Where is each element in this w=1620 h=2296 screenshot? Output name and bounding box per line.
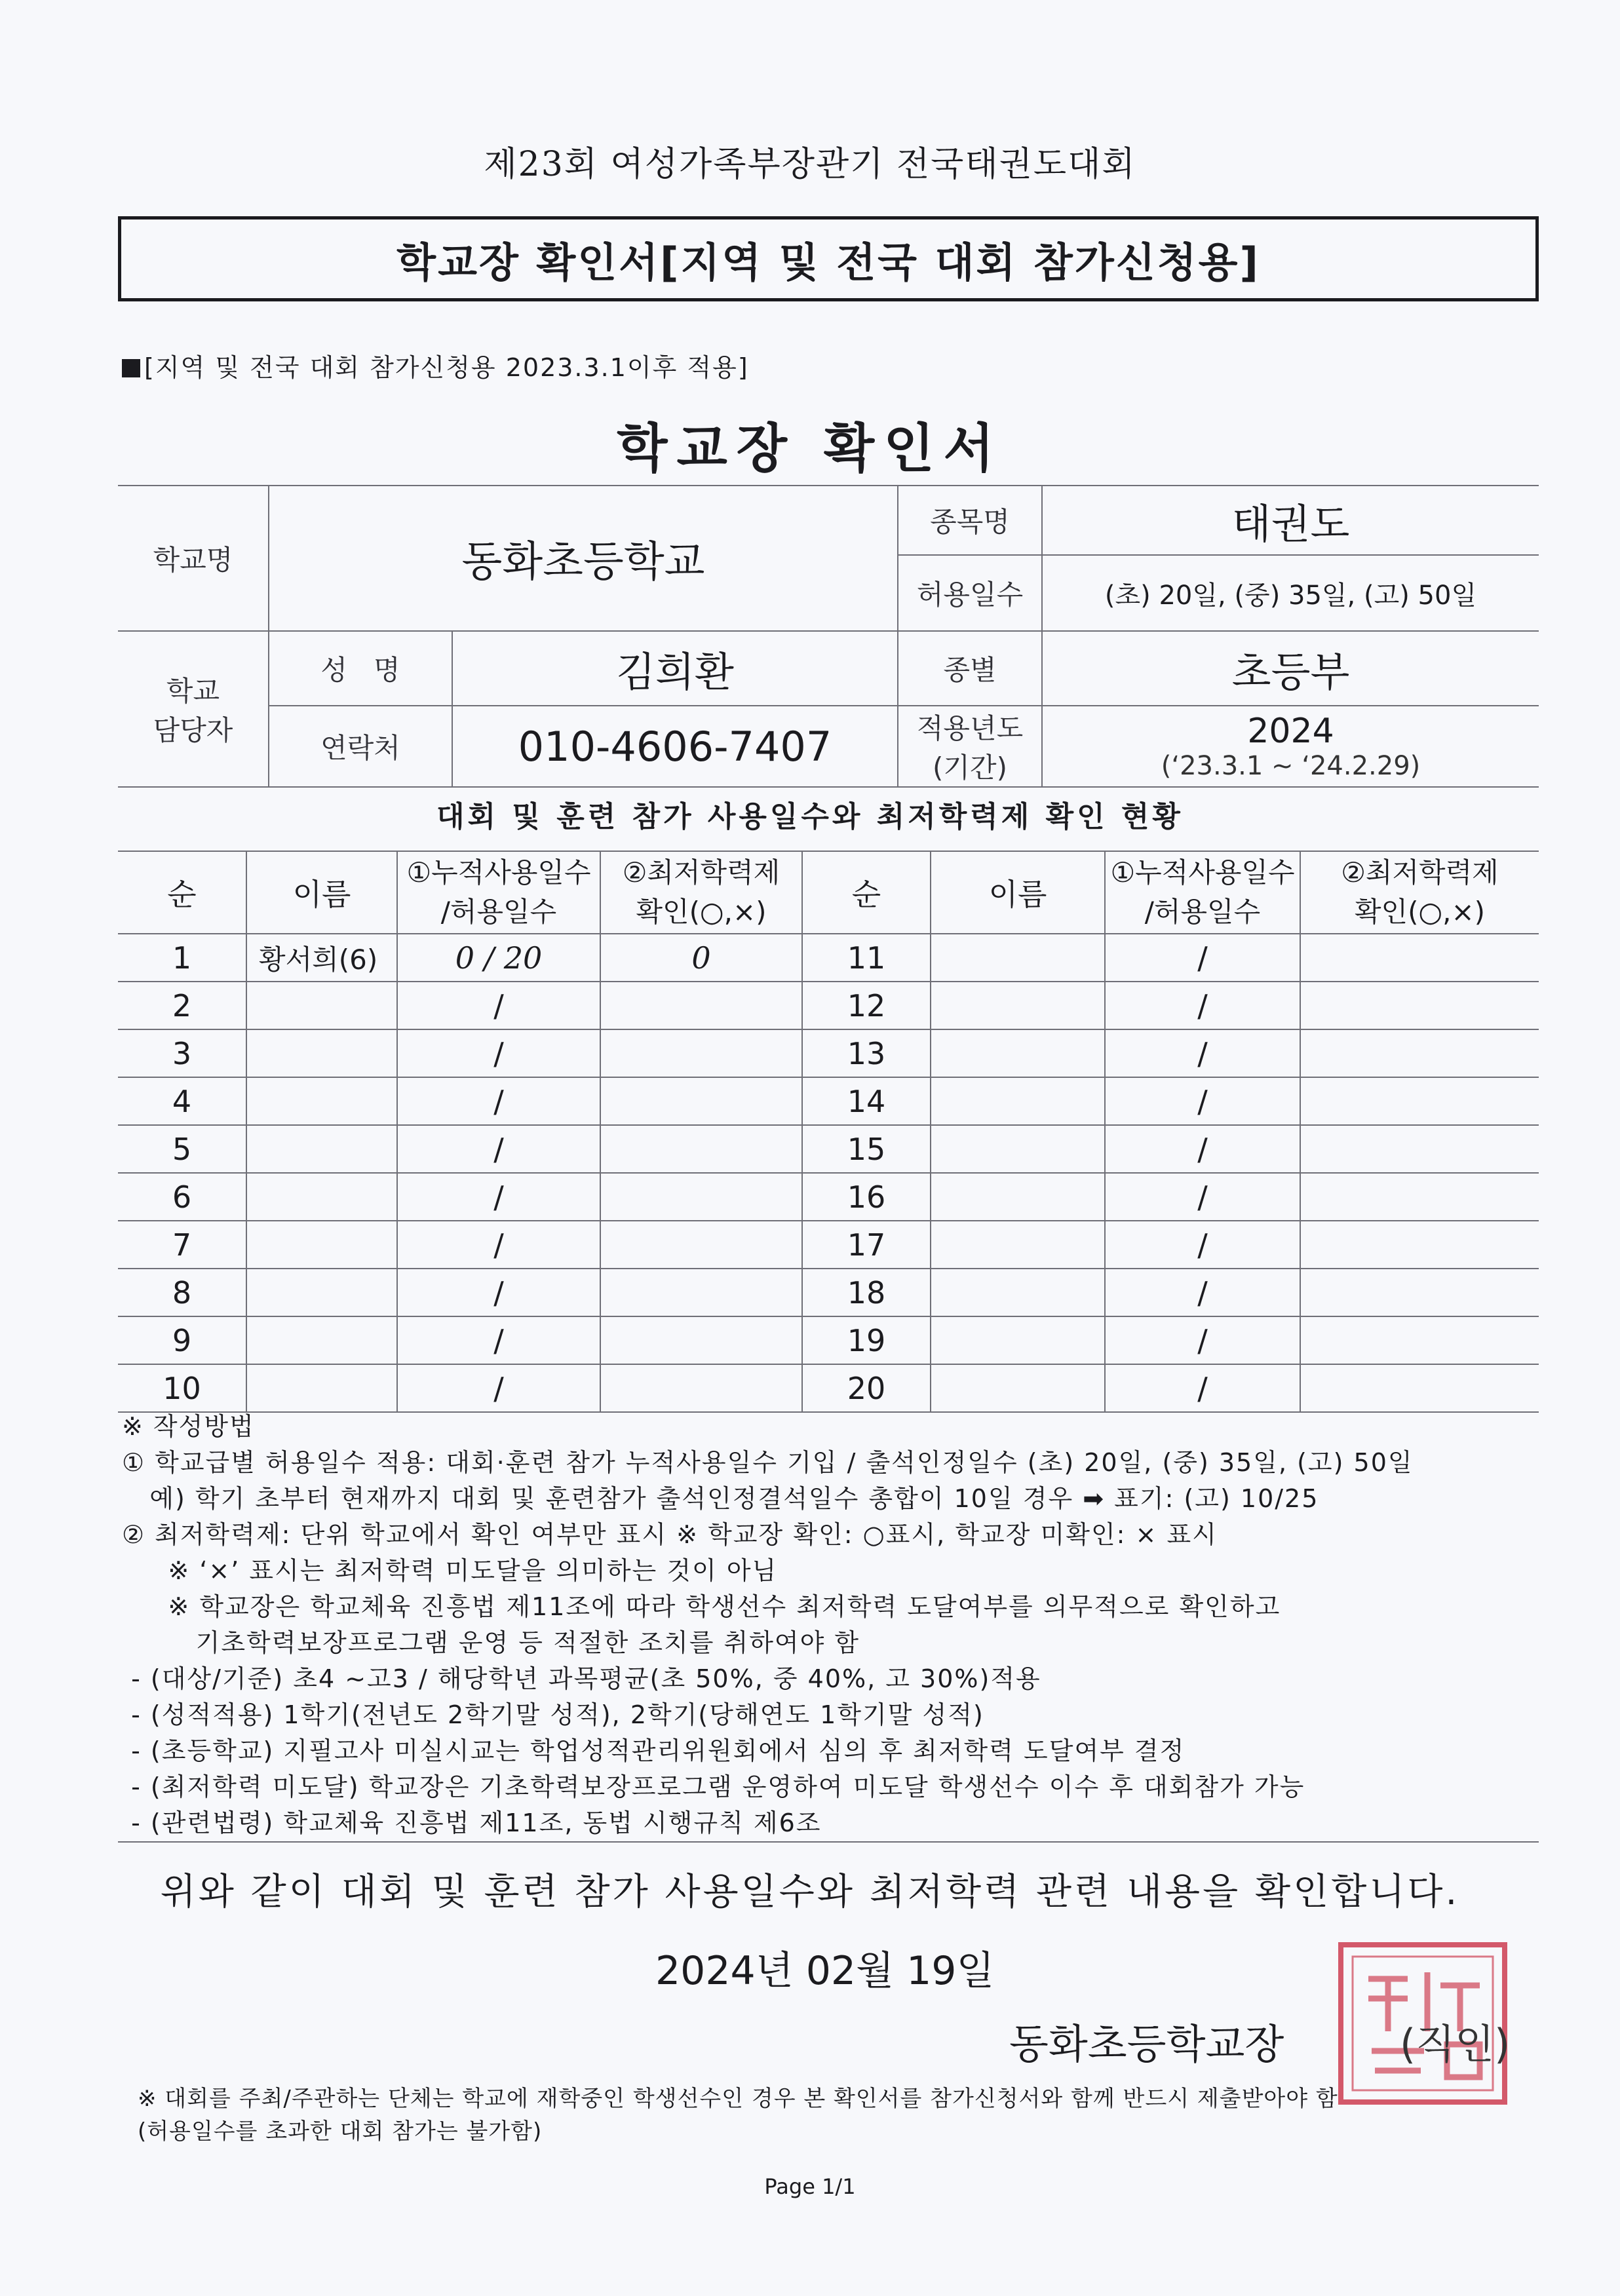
row-name: [246, 982, 397, 1029]
row-mark: [1300, 934, 1539, 982]
allowed-days-value: (초) 20일, (중) 35일, (고) 50일: [1042, 555, 1539, 631]
person-name-value: 김희환: [452, 631, 898, 706]
row-name: [246, 1221, 397, 1269]
school-info-table: [118, 485, 1539, 788]
row-name: [246, 1364, 397, 1412]
contact-label: [118, 631, 269, 787]
table-row: [118, 1173, 1539, 1221]
row-mark: [1300, 1269, 1539, 1316]
table-row: [118, 1269, 1539, 1316]
row-days: /: [397, 1221, 600, 1269]
year-label-line1: 적용년도: [916, 712, 1024, 744]
row-no: 15: [802, 1125, 931, 1173]
row-name: [931, 1316, 1105, 1364]
row-no: 17: [802, 1221, 931, 1269]
row-mark: [1300, 1364, 1539, 1412]
table-row: [118, 1125, 1539, 1173]
phone-value: 010-4606-7407: [452, 706, 898, 787]
seal-label: (직인): [1400, 2020, 1511, 2068]
year-value: 2024: [1247, 712, 1334, 751]
row-no: 13: [802, 1029, 931, 1077]
row-name: [246, 1029, 397, 1077]
row-days: /: [397, 1173, 600, 1221]
row-mark: [1300, 1173, 1539, 1221]
row-days: /: [1105, 1077, 1300, 1125]
division-label: 종별: [898, 631, 1042, 706]
note-line: - (성적적용) 1학기(전년도 2학기말 성적), 2학기(당해연도 1학기말 성적): [122, 1700, 984, 1729]
form-title: 학교장 확인서: [617, 418, 1003, 479]
row-no: 6: [118, 1173, 246, 1221]
sport-value: 태권도: [1042, 486, 1539, 555]
year-value-cell: [1042, 706, 1539, 787]
year-label-line2: (기간): [933, 752, 1007, 784]
note-line: ※ 학교장은 학교체육 진흥법 제11조에 따라 학생선수 최저학력 도달여부를 의무적으로 확인하고: [122, 1592, 1281, 1621]
event-title: 제23회 여성가족부장관기 전국태권도대회: [484, 145, 1136, 184]
row-mark: [600, 1077, 802, 1125]
note-line: ① 학교급별 허용일수 적용: 대회·훈련 참가 누적사용일수 기입 / 출석인정일수 (초) 20일, (중) 35일, (고) 50일: [122, 1448, 1414, 1477]
table-row: [118, 1364, 1539, 1412]
col-min-right-l2: 확인(○,×): [1354, 896, 1486, 928]
row-name: [246, 1077, 397, 1125]
row-name: 황서희(6): [246, 934, 397, 982]
school-name-label: 학교명: [118, 486, 269, 631]
row-days: /: [1105, 1316, 1300, 1364]
note-line: - (대상/기준) 초4 ~고3 / 해당학년 과목평균(초 50%, 중 40%, 고 30%)적용: [122, 1664, 1041, 1693]
row-days: /: [1105, 1364, 1300, 1412]
year-label: [898, 706, 1042, 787]
col-days-right-l1: ①누적사용일수: [1110, 856, 1295, 889]
row-name: [931, 1221, 1105, 1269]
person-name-label: 성 명: [269, 631, 452, 706]
row-no: 8: [118, 1269, 246, 1316]
row-no: 10: [118, 1364, 246, 1412]
row-mark: [600, 1221, 802, 1269]
table-header-row: [118, 851, 1539, 934]
row-no: 11: [802, 934, 931, 982]
row-name: [931, 982, 1105, 1029]
row-mark: [600, 1125, 802, 1173]
row-days: /: [1105, 982, 1300, 1029]
table-row: [118, 1221, 1539, 1269]
row-no: 4: [118, 1077, 246, 1125]
col-min-left-l2: 확인(○,×): [636, 896, 767, 928]
table-row: [118, 934, 1539, 982]
division-value: 초등부: [1042, 631, 1539, 706]
row-name: [246, 1173, 397, 1221]
col-no-right: 순: [802, 851, 931, 934]
row-days: /: [397, 1029, 600, 1077]
row-name: [246, 1269, 397, 1316]
period-value: (‘23.3.1 ~ ‘24.2.29): [1161, 751, 1421, 781]
row-name: [246, 1125, 397, 1173]
row-no: 3: [118, 1029, 246, 1077]
row-mark: [1300, 1125, 1539, 1173]
row-mark: [600, 982, 802, 1029]
issue-date: 2024년 02월 19일: [655, 1948, 995, 1994]
principal-name: 동화초등학교장: [1009, 2020, 1284, 2068]
row-days: /: [397, 1316, 600, 1364]
usage-note: [122, 347, 749, 383]
square-bullet-icon: [122, 359, 140, 377]
table-row: [118, 1077, 1539, 1125]
row-days: /: [1105, 1029, 1300, 1077]
usage-record-table: [118, 851, 1539, 1413]
writing-instructions: [122, 1409, 1531, 1841]
row-name: [931, 1269, 1105, 1316]
row-mark: [600, 1364, 802, 1412]
row-days: /: [1105, 1173, 1300, 1221]
row-name: [931, 1173, 1105, 1221]
row-days: /: [1105, 1125, 1300, 1173]
allowed-days-label: 허용일수: [898, 555, 1042, 631]
row-days: /: [397, 1269, 600, 1316]
note-line: 기초학력보장프로그램 운영 등 적절한 조치를 취하여야 함: [122, 1628, 860, 1657]
row-no: 1: [118, 934, 246, 982]
row-days: /: [1105, 934, 1300, 982]
col-days-left-l2: /허용일수: [440, 896, 557, 928]
row-days: /: [397, 1364, 600, 1412]
confirmation-statement: 위와 같이 대회 및 훈련 참가 사용일수와 최저학력 관련 내용을 확인합니다.: [160, 1871, 1460, 1913]
row-mark: [1300, 1077, 1539, 1125]
col-days-left: [397, 851, 600, 934]
row-mark: [1300, 1221, 1539, 1269]
note-line: - (최저학력 미도달) 학교장은 기초학력보장프로그램 운영하여 미도달 학생선수 이수 후 대회참가 가능: [122, 1772, 1305, 1801]
col-days-left-l1: ①누적사용일수: [406, 856, 591, 889]
row-no: 5: [118, 1125, 246, 1173]
usage-note-text: [지역 및 전국 대회 참가신청용 2023.3.1이후 적용]: [144, 353, 749, 382]
row-name: [931, 1125, 1105, 1173]
contact-label-line1: 학교: [166, 675, 220, 707]
row-mark: 0: [600, 934, 802, 982]
col-min-left: [600, 851, 802, 934]
row-mark: [600, 1316, 802, 1364]
row-name: [931, 934, 1105, 982]
footer-line-2: (허용일수를 초과한 대회 참가는 불가함): [138, 2118, 543, 2145]
row-mark: [1300, 1029, 1539, 1077]
note-line: 예) 학기 초부터 현재까지 대회 및 훈련참가 출석인정결석일수 총합이 10일 경우 ➡ 표기: (고) 10/25: [122, 1484, 1319, 1513]
col-min-left-l1: ②최저학력제: [622, 856, 781, 889]
col-name-right: 이름: [931, 851, 1105, 934]
col-no-left: 순: [118, 851, 246, 934]
form-box-title: 학교장 확인서[지역 및 전국 대회 참가신청용]: [118, 216, 1539, 301]
school-name-value: 동화초등학교: [269, 486, 898, 631]
row-name: [931, 1364, 1105, 1412]
page-number: Page 1/1: [764, 2174, 856, 2199]
row-mark: [600, 1029, 802, 1077]
row-days: /: [1105, 1221, 1300, 1269]
note-line: ② 최저학력제: 단위 학교에서 확인 여부만 표시 ※ 학교장 확인: ○표시, 학교장 미확인: × 표시: [122, 1520, 1218, 1549]
row-mark: [600, 1173, 802, 1221]
col-days-right-l2: /허용일수: [1144, 896, 1261, 928]
note-line: - (관련법령) 학교체육 진흥법 제11조, 동법 시행규칙 제6조: [122, 1808, 822, 1837]
col-min-right: [1300, 851, 1539, 934]
footer-note: [138, 2082, 1338, 2148]
row-no: 20: [802, 1364, 931, 1412]
row-no: 9: [118, 1316, 246, 1364]
sport-label: 종목명: [898, 486, 1042, 555]
table-row: [118, 982, 1539, 1029]
row-no: 12: [802, 982, 931, 1029]
phone-label: 연락처: [269, 706, 452, 787]
row-name: [246, 1316, 397, 1364]
contact-label-line2: 담당자: [153, 714, 233, 746]
footer-line-1: ※ 대회를 주최/주관하는 단체는 학교에 재학중인 학생선수인 경우 본 확인서를 참가신청서와 함께 반드시 제출받아야 함: [138, 2086, 1338, 2112]
row-days: /: [1105, 1269, 1300, 1316]
section-title: 대회 및 훈련 참가 사용일수와 최저학력제 확인 현황: [436, 800, 1184, 833]
row-no: 2: [118, 982, 246, 1029]
table-row: [118, 1316, 1539, 1364]
col-days-right: [1105, 851, 1300, 934]
note-line: - (초등학교) 지필고사 미실시교는 학업성적관리위원회에서 심의 후 최저학력 도달여부 결정: [122, 1736, 1186, 1765]
table-row: [118, 1029, 1539, 1077]
row-name: [931, 1077, 1105, 1125]
note-line: ※ ‘×’ 표시는 최저학력 미도달을 의미하는 것이 아님: [122, 1556, 778, 1585]
col-min-right-l1: ②최저학력제: [1341, 856, 1499, 889]
row-name: [931, 1029, 1105, 1077]
row-no: 7: [118, 1221, 246, 1269]
row-mark: [600, 1269, 802, 1316]
row-no: 19: [802, 1316, 931, 1364]
row-mark: [1300, 982, 1539, 1029]
row-mark: [1300, 1316, 1539, 1364]
notes-divider: [118, 1841, 1539, 1843]
row-no: 18: [802, 1269, 931, 1316]
row-no: 14: [802, 1077, 931, 1125]
row-days: /: [397, 982, 600, 1029]
row-days: /: [397, 1077, 600, 1125]
col-name-left: 이름: [246, 851, 397, 934]
row-no: 16: [802, 1173, 931, 1221]
note-line: ※ 작성방법: [122, 1412, 255, 1441]
row-days: 0 / 20: [397, 934, 600, 982]
row-days: /: [397, 1125, 600, 1173]
